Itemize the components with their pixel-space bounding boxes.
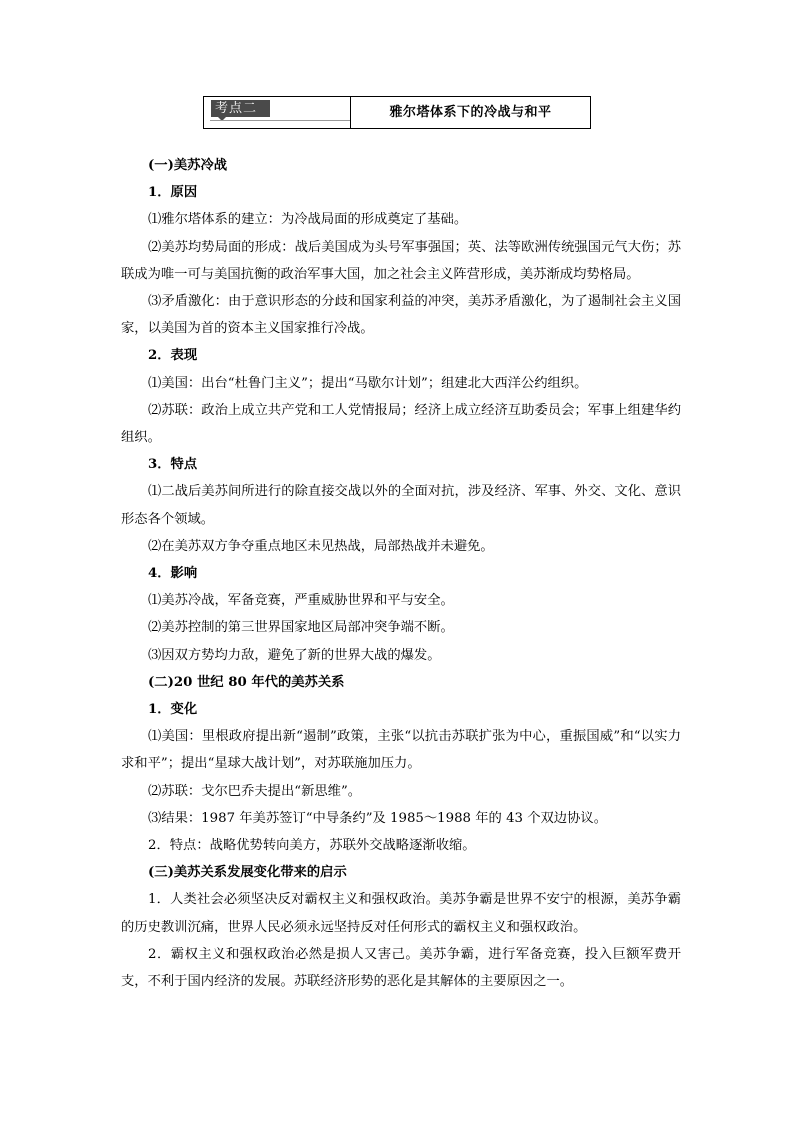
paragraph: ⑵在美苏双方争夺重点地区未见热战，局部热战并未避免。 xyxy=(148,538,494,554)
paragraph: (三)美苏关系发展变化带来的启示 xyxy=(148,865,347,881)
paragraph: ⑴美国：出台“杜鲁门主义”；提出“马歇尔计划”；组建北大西洋公约组织。 xyxy=(148,375,588,391)
paragraph: 3．特点 xyxy=(148,457,198,473)
paragraph: (一)美苏冷战 xyxy=(148,158,228,173)
paragraph: 2．特点：战略优势转向美方，苏联外交战略逐渐收缩。 xyxy=(148,838,476,854)
paragraph: (二)20 世纪 80 年代的美苏关系 xyxy=(148,674,345,690)
paragraph: ⑵美苏均势局面的形成：战后美国成为头号军事强国；英、法等欧洲传统强国元气大伤；苏联成为唯一可与美国抗衡的政治军事大国，加之社会主义阵营形成，美苏渐成均势格局。 xyxy=(121,239,681,282)
document-body xyxy=(121,152,681,995)
paragraph: ⑴二战后美苏间所进行的除直接交战以外的全面对抗，涉及经济、军事、外交、文化、意识形态各个领域。 xyxy=(121,484,681,527)
paragraph: 1．原因 xyxy=(148,185,198,201)
section-badge-cell xyxy=(204,97,351,128)
paragraph: ⑵苏联：戈尔巴乔夫提出“新思维”。 xyxy=(148,783,362,799)
paragraph: ⑶结果：1987 年美苏签订“中导条约”及 1985～1988 年的 43 个双边协议。 xyxy=(148,810,607,826)
paragraph: 2．霸权主义和强权政治必然是损人又害己。美苏争霸，进行军备竞赛，投入巨额军费开支，不利于国内经济的发展。苏联经济形势的恶化是其解体的主要原因之一。 xyxy=(121,946,681,990)
section-title: 雅尔塔体系下的冷战与和平 xyxy=(389,105,552,120)
section-header xyxy=(203,96,591,129)
paragraph: 4．影响 xyxy=(148,566,198,582)
paragraph: ⑵苏联：政治上成立共产党和工人党情报局；经济上成立经济互助委员会；军事上组建华约组织。 xyxy=(121,402,681,446)
paragraph: ⑶因双方势均力敌，避免了新的世界大战的爆发。 xyxy=(148,647,441,663)
paragraph: 2．表现 xyxy=(148,348,198,364)
badge-underline xyxy=(210,120,350,121)
paragraph: 1．人类社会必须坚决反对霸权主义和强权政治。美苏争霸是世界不安宁的根源，美苏争霸的历史教训沉痛，世界人民必须永远坚持反对任何形式的霸权主义和强权政治。 xyxy=(121,892,681,935)
paragraph: ⑶矛盾激化：由于意识形态的分歧和国家利益的冲突，美苏矛盾激化，为了遏制社会主义国家，以美国为首的资本主义国家推行冷战。 xyxy=(121,294,681,337)
paragraph: 1．变化 xyxy=(148,702,198,718)
section-badge: 考点二 xyxy=(211,100,270,117)
paragraph: ⑴美苏冷战，军备竞赛，严重威胁世界和平与安全。 xyxy=(148,593,454,609)
paragraph: ⑴美国：里根政府提出新“遏制”政策，主张“以抗击苏联扩张为中心，重振国威”和“以实力求和平”；提出“星球大战计划”，对苏联施加压力。 xyxy=(121,729,681,772)
paragraph: ⑴雅尔塔体系的建立：为冷战局面的形成奠定了基础。 xyxy=(148,212,468,228)
paragraph: ⑵美苏控制的第三世界国家地区局部冲突争端不断。 xyxy=(148,620,454,636)
